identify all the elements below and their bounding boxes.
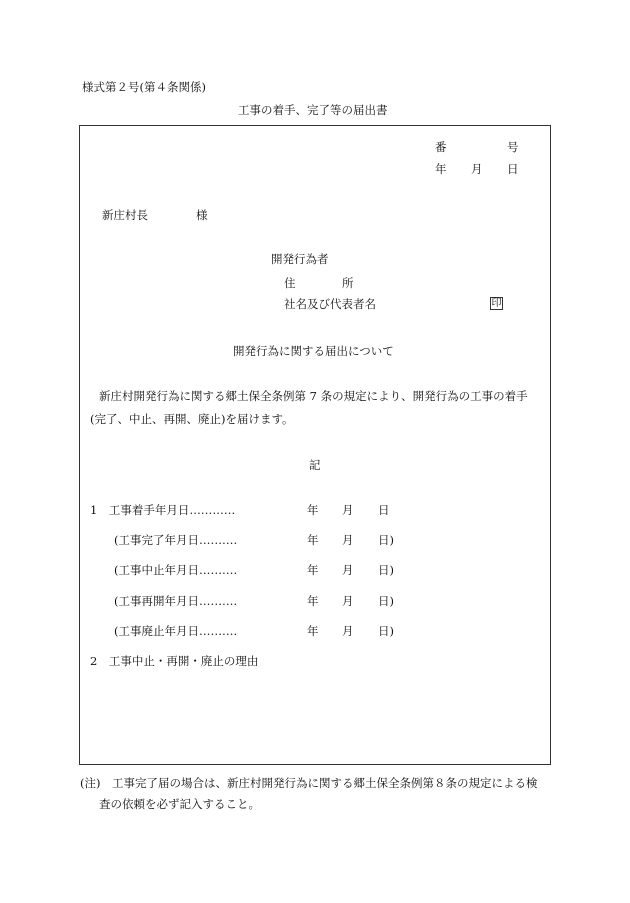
item-suspend-label: (工事中止年月日‥‥‥‥‥ (114, 563, 238, 577)
address-label-1: 住 (284, 276, 296, 290)
item-complete-day: 日) (378, 533, 394, 547)
go-label: 号 (507, 140, 519, 154)
body-line-2: (完了、中止、再開、廃止)を届けます。 (90, 412, 294, 426)
item-complete-year: 年 (307, 533, 319, 547)
address-label-2: 所 (342, 276, 354, 290)
item-start-label: 1 工事着手年月日‥‥‥‥‥‥ (90, 503, 236, 517)
item-start-month: 月 (342, 503, 354, 517)
applicant-label: 開発行為者 (271, 252, 329, 266)
item-resume-month: 月 (342, 594, 354, 608)
item-abolish-month: 月 (342, 624, 354, 638)
item-abolish-year: 年 (307, 624, 319, 638)
item-resume-year: 年 (307, 594, 319, 608)
item-complete-label: (工事完了年月日‥‥‥‥‥ (114, 533, 238, 547)
date-day: 日 (507, 162, 519, 176)
item-suspend-year: 年 (307, 563, 319, 577)
document-title: 工事の着手、完了等の届出書 (238, 103, 388, 117)
reason-label: 2 工事中止・再開・廃止の理由 (90, 654, 259, 668)
form-number: 様式第２号(第４条関係) (82, 80, 206, 94)
subject: 開発行為に関する届出について (233, 344, 394, 358)
footnote (80, 773, 550, 815)
item-suspend-month: 月 (342, 563, 354, 577)
body-line-1: 新庄村開発行為に関する郷土保全条例第 7 条の規定により、開発行為の工事の着手 (99, 389, 528, 403)
item-complete-month: 月 (342, 533, 354, 547)
item-suspend-day: 日) (378, 563, 394, 577)
item-resume-label: (工事再開年月日‥‥‥‥‥ (114, 594, 238, 608)
item-abolish-label: (工事廃止年月日‥‥‥‥‥ (114, 624, 238, 638)
footnote-line-2: 査の依頼を必ず記入すること。 (99, 797, 260, 811)
item-start-day: 日 (378, 503, 390, 517)
form-frame (79, 125, 551, 765)
seal-mark: 印 (491, 298, 502, 309)
company-label: 社名及び代表者名 (284, 297, 376, 311)
item-abolish-day: 日) (378, 624, 394, 638)
ki-mark: 記 (309, 458, 321, 472)
item-resume-day: 日) (378, 594, 394, 608)
date-month: 月 (471, 162, 483, 176)
number-label: 番 (435, 140, 447, 154)
addressee-honorific: 様 (196, 208, 208, 222)
addressee-name: 新庄村長 (102, 208, 148, 222)
item-start-year: 年 (307, 503, 319, 517)
footnote-line-1: (注) 工事完了届の場合は、新庄村開発行為に関する郷土保全条例第８条の規定による検 (80, 776, 538, 790)
date-year: 年 (435, 162, 447, 176)
